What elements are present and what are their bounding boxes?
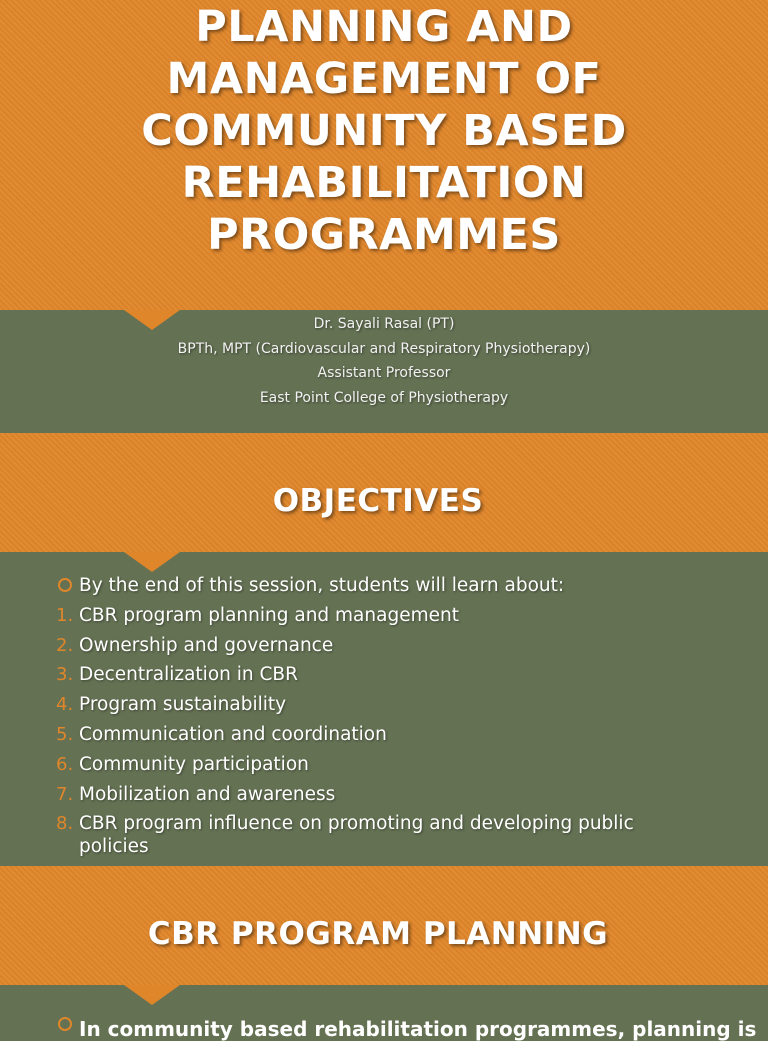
list-item-text: Communication and coordination — [79, 723, 387, 745]
circle-bullet-icon — [58, 1017, 72, 1031]
list-item — [56, 663, 696, 686]
presenter-qualifications: BPTh, MPT (Cardiovascular and Respiratory Physiotherapy) — [177, 340, 591, 357]
list-item-text: CBR program influence on promoting and developing public policies — [79, 813, 634, 858]
objectives-intro: By the end of this session, students will learn about: — [79, 575, 565, 596]
list-item — [56, 604, 696, 627]
list-number: 3. — [56, 664, 74, 686]
list-item-text: Mobilization and awareness — [79, 783, 336, 805]
list-item — [56, 783, 696, 806]
list-item — [56, 693, 696, 716]
program-planning-title: CBR PROGRAM PLANNING — [147, 916, 609, 952]
title-slide-subtitle-band — [0, 310, 768, 433]
list-item — [56, 634, 696, 657]
circle-bullet-icon — [58, 578, 72, 592]
objectives-body — [0, 552, 768, 866]
main-title: PLANNING AND MANAGEMENT OF COMMUNITY BASED REHABILITATION PROGRAMMES — [141, 2, 627, 260]
list-number: 4. — [56, 694, 74, 716]
list-number: 5. — [56, 723, 74, 745]
list-number: 8. — [56, 813, 74, 835]
presenter-position: Assistant Professor — [317, 365, 451, 382]
list-item-text: Decentralization in CBR — [79, 664, 298, 686]
objectives-list — [56, 574, 696, 865]
list-item — [56, 812, 679, 858]
list-number: 1. — [56, 604, 74, 626]
title-slide-header — [0, 0, 768, 310]
list-number: 2. — [56, 634, 74, 656]
list-item — [56, 723, 696, 746]
list-item-text: Ownership and governance — [79, 634, 334, 656]
list-item-text: Program sustainability — [79, 694, 287, 716]
program-planning-body — [0, 985, 768, 1041]
section-divider-notch-icon — [124, 552, 180, 572]
section-divider-notch-icon — [124, 985, 180, 1005]
presenter-institution: East Point College of Physiotherapy — [259, 390, 509, 407]
objectives-title: OBJECTIVES — [272, 483, 484, 519]
objectives-header — [0, 433, 768, 552]
list-item — [56, 753, 696, 776]
list-number: 6. — [56, 753, 74, 775]
list-item-text: Community participation — [79, 753, 309, 775]
program-planning-text: In community based rehabilitation programmes, planning is — [79, 1017, 757, 1041]
presenter-name: Dr. Sayali Rasal (PT) — [313, 316, 455, 332]
list-item — [56, 574, 696, 597]
list-number: 7. — [56, 783, 74, 805]
program-planning-first-line — [56, 1017, 757, 1041]
program-planning-header — [0, 866, 768, 985]
list-item-text: CBR program planning and management — [79, 604, 459, 626]
presenter-info — [0, 312, 768, 411]
